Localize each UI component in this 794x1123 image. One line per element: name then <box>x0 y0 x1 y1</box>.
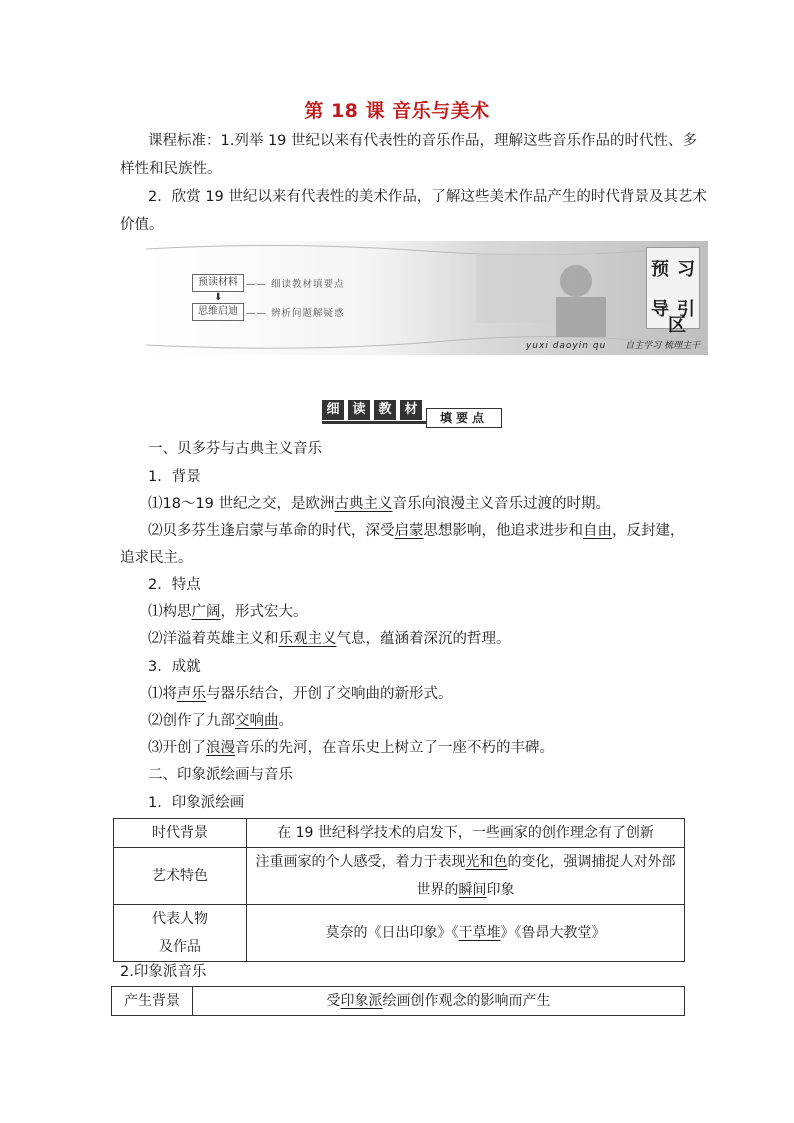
lesson-title: 第 18 课 音乐与美术 <box>304 100 490 122</box>
paragraph-2-cont: 追求民主。 <box>120 550 193 566</box>
banner-line-1: —— 细读教材填要点 <box>246 279 345 290</box>
paragraph-6: ⑵创作了九部交响曲。 <box>148 713 293 729</box>
table-row <box>114 819 685 848</box>
table-cell-label: 代表人物 及作品 <box>114 905 247 962</box>
section-header-char: 材 <box>400 400 422 420</box>
subheading-impressionist-music: 2.印象派音乐 <box>120 964 207 980</box>
side-char: 预 <box>651 259 669 280</box>
banner-footer-text: 自主学习 梳理主干 <box>625 341 700 351</box>
standard-line-1: 课程标准：1.列举 19 世纪以来有代表性的音乐作品，理解这些音乐作品的时代性、多 <box>148 133 698 149</box>
heading-impressionism: 二、印象派绘画与音乐 <box>148 767 293 783</box>
banner-box-preview: 预读材料 <box>192 274 244 292</box>
subheading-achievements: 3．成就 <box>148 659 201 675</box>
paragraph-5: ⑴将声乐与器乐结合，开创了交响曲的新形式。 <box>148 686 453 702</box>
banner-line-2: —— 辨析问题解疑惑 <box>246 308 345 319</box>
section-header-char: 读 <box>348 400 370 420</box>
table-row <box>114 905 685 962</box>
standard-line-3: 2．欣赏 19 世纪以来有代表性的美术作品，了解这些美术作品产生的时代背景及其艺术 <box>148 189 707 205</box>
preview-banner <box>146 241 708 355</box>
section-header-sub: 填要点 <box>426 408 502 428</box>
section-header-char: 教 <box>374 400 396 420</box>
standard-line-4: 价值。 <box>120 217 164 233</box>
banner-footer <box>526 338 700 351</box>
arrow-down-icon: ⬇ <box>214 292 223 303</box>
paragraph-7: ⑶开创了浪漫音乐的先河，在音乐史上树立了一座不朽的丰碑。 <box>148 740 554 756</box>
banner-pinyin: yuxi daoyin qu <box>525 341 607 351</box>
table-cell-value: 受印象派绘画创作观念的影响而产生 <box>193 987 685 1016</box>
table-cell-value: 注重画家的个人感受，着力于表现光和色的变化，强调捕捉人对外部 世界的瞬间印象 <box>247 848 685 905</box>
section-header <box>322 400 502 428</box>
impressionist-music-table <box>111 986 685 1016</box>
side-char: 导 <box>651 299 669 320</box>
standard-line-2: 样性和民族性。 <box>120 161 222 177</box>
subheading-background: 1．背景 <box>148 469 201 485</box>
side-char: 引 <box>677 299 695 320</box>
table-cell-label: 产生背景 <box>112 987 193 1016</box>
subheading-impressionist-painting: 1．印象派绘画 <box>148 795 245 811</box>
table-cell-label: 艺术特色 <box>114 848 247 905</box>
table-cell-value: 莫奈的《日出印象》《干草堆》《鲁昂大教堂》 <box>247 905 685 962</box>
paragraph-1: ⑴18～19 世纪之交，是欧洲古典主义音乐向浪漫主义音乐过渡的时期。 <box>148 496 611 512</box>
paragraph-3: ⑴构思广阔，形式宏大。 <box>148 604 308 620</box>
table-cell-value: 在 19 世纪科学技术的启发下，一些画家的创作理念有了创新 <box>247 819 685 848</box>
section-header-char: 细 <box>322 400 344 420</box>
subheading-features: 2．特点 <box>148 577 201 593</box>
banner-box-thinking: 思维启迪 <box>192 303 244 321</box>
side-char: 习 <box>677 259 695 280</box>
impressionist-painting-table <box>113 818 685 962</box>
paragraph-2: ⑵贝多芬生逢启蒙与革命的时代，深受启蒙思想影响，他追求进步和自由，反封建， <box>148 523 685 539</box>
side-char: 区 <box>668 315 686 336</box>
paragraph-4: ⑵洋溢着英雄主义和乐观主义气息，蕴涵着深沉的哲理。 <box>148 631 511 647</box>
table-cell-label: 时代背景 <box>114 819 247 848</box>
heading-beethoven: 一、贝多芬与古典主义音乐 <box>148 441 322 457</box>
table-row <box>114 848 685 905</box>
table-row <box>112 987 685 1016</box>
